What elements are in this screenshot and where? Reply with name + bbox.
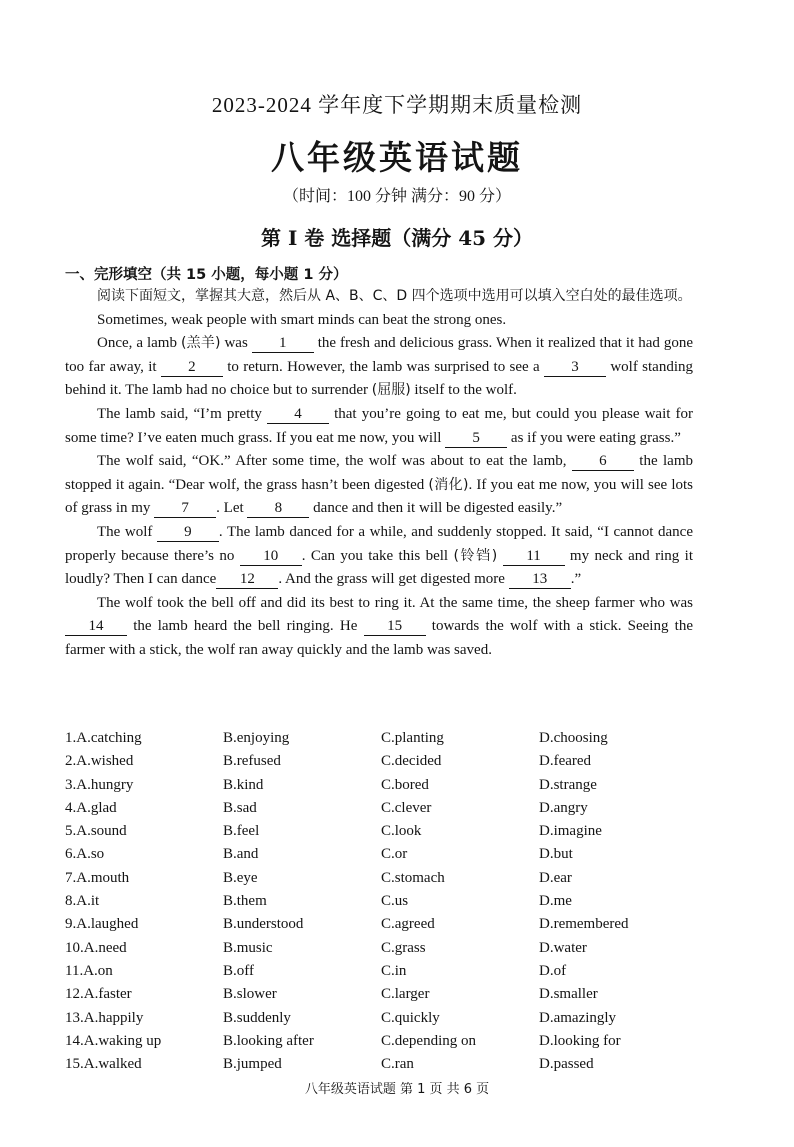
option-c: C.clever [381, 799, 432, 816]
option-b: B.refused [223, 753, 281, 770]
option-a: 9.A.laughed [65, 916, 139, 933]
option-row-6 [65, 843, 705, 866]
passage-paragraph-4: The wolf said, “OK.” After some time, the wolf was about to eat the lamb, 6 the lamb stopped it again. “Dear wolf, the grass hasn’t been digested (消化). If you eat me now, you will see lots of grass in my 7 . Let 8 dance and then it will be digested easily.” [65, 453, 693, 517]
option-a: 10.A.need [65, 939, 127, 956]
blank-10: 10 [240, 547, 302, 566]
blank-6: 6 [572, 452, 634, 471]
option-row-4 [65, 797, 705, 820]
instructions: 阅读下面短文，掌握其大意，然后从 A、B、C、D 四个选项中选用可以填入空白处的最佳选项。 [97, 288, 692, 304]
option-d: D.remembered [539, 916, 629, 933]
option-d: D.smaller [539, 986, 598, 1003]
option-row-7 [65, 867, 705, 890]
option-b: B.them [223, 893, 267, 910]
passage-paragraph-6: The wolf took the bell off and did its best to ring it. At the same time, the sheep farmer who was 14 the lamb heard the bell ringing. He 15 towards the wolf with a stick. Seeing the farmer with a stick, the wolf ran away quickly and the lamb was saved. [65, 594, 693, 658]
option-c: C.look [381, 823, 422, 840]
blank-2: 2 [161, 358, 223, 377]
option-d: D.me [539, 893, 572, 910]
option-c: C.larger [381, 986, 430, 1003]
option-row-3 [65, 774, 705, 797]
exam-title: 2023-2024 学年度下学期期末质量检测 [211, 93, 583, 117]
option-row-15 [65, 1053, 705, 1076]
option-row-12 [65, 983, 705, 1006]
blank-14: 14 [65, 617, 127, 636]
option-b: B.jumped [223, 1056, 282, 1073]
option-d: D.but [539, 846, 573, 863]
option-d: D.amazingly [539, 1009, 617, 1026]
option-row-5 [65, 820, 705, 843]
option-row-8 [65, 890, 705, 913]
option-d: D.angry [539, 799, 588, 816]
time-info: （时间：100 分钟 满分：90 分） [282, 188, 511, 205]
option-c: C.decided [381, 753, 442, 770]
page-footer: 八年级英语试题 第 1 页 共 6 页 [304, 1082, 490, 1097]
option-d: D.of [539, 962, 567, 979]
option-c: C.ran [381, 1056, 414, 1073]
option-row-11 [65, 960, 705, 983]
option-d: D.looking for [539, 1032, 621, 1049]
blank-9: 9 [157, 523, 219, 542]
option-a: 13.A.happily [65, 1009, 144, 1026]
subject-title: 八年级英语试题 [271, 138, 523, 177]
blank-7: 7 [154, 499, 216, 518]
option-b: B.kind [223, 776, 264, 793]
blank-15: 15 [364, 617, 426, 636]
option-a: 5.A.sound [65, 823, 127, 840]
option-b: B.feel [223, 823, 260, 840]
option-a: 15.A.walked [65, 1056, 142, 1073]
option-d: D.imagine [539, 823, 602, 840]
option-a: 3.A.hungry [65, 776, 134, 793]
option-row-9 [65, 913, 705, 936]
option-c: C.or [381, 846, 408, 863]
option-d: D.feared [539, 753, 592, 770]
option-c: C.in [381, 962, 407, 979]
option-a: 12.A.faster [65, 986, 132, 1003]
blank-3: 3 [544, 358, 606, 377]
option-b: B.slower [223, 986, 277, 1003]
option-c: C.us [381, 893, 409, 910]
blank-13: 13 [509, 570, 571, 589]
option-row-14 [65, 1030, 705, 1053]
passage-paragraph-5: The wolf 9 . The lamb danced for a while, and suddenly stopped. It said, “I cannot dance properly because there’s no 10 . Can you take this bell (铃铛) 11 my neck and ring it loudly? Then I can dance 12 . And the grass will get digested more 13 .” [65, 523, 693, 588]
passage-paragraph-3: The lamb said, “I’m pretty 4 that you’re going to eat me, but could you please wait for some time? I’ve eaten much grass. If you eat me now, you will 5 as if you were eating grass.” [65, 405, 693, 446]
answer-options [65, 727, 705, 1076]
passage-paragraph-1: Sometimes, weak people with smart minds can beat the strong ones. [97, 311, 507, 328]
option-row-10 [65, 937, 705, 960]
blank-1: 1 [252, 334, 314, 353]
option-c: C.stomach [381, 869, 445, 886]
option-d: D.choosing [539, 730, 608, 746]
option-c: C.planting [381, 730, 444, 746]
blank-12: 12 [216, 570, 278, 589]
option-a: 7.A.mouth [65, 869, 130, 886]
option-a: 8.A.it [65, 893, 100, 910]
option-row-1 [65, 727, 705, 750]
option-a: 11.A.on [65, 962, 113, 979]
option-row-13 [65, 1007, 705, 1030]
option-row-2 [65, 750, 705, 773]
option-b: B.looking after [223, 1032, 314, 1049]
option-b: B.enjoying [223, 730, 290, 746]
option-b: B.off [223, 962, 254, 979]
option-c: C.grass [381, 939, 426, 956]
option-b: B.sad [223, 799, 257, 816]
option-c: C.bored [381, 776, 429, 793]
option-d: D.ear [539, 869, 572, 886]
option-c: C.agreed [381, 916, 435, 933]
section-heading: 一、完形填空（共 15 小题，每小题 1 分） [65, 267, 348, 283]
option-c: C.depending on [381, 1032, 476, 1049]
option-a: 2.A.wished [65, 753, 134, 770]
option-b: B.and [223, 846, 259, 863]
blank-4: 4 [267, 405, 329, 424]
option-d: D.passed [539, 1056, 594, 1073]
option-a: 4.A.glad [65, 799, 117, 816]
option-a: 6.A.so [65, 846, 105, 863]
option-d: D.water [539, 939, 587, 956]
option-b: B.understood [223, 916, 304, 933]
blank-5: 5 [445, 429, 507, 448]
volume-title: 第 I 卷 选择题（满分 45 分） [260, 226, 533, 250]
option-a: 14.A.waking up [65, 1032, 162, 1049]
cloze-passage [65, 285, 693, 663]
option-b: B.suddenly [223, 1009, 291, 1026]
option-c: C.quickly [381, 1009, 440, 1026]
option-b: B.eye [223, 869, 258, 886]
option-b: B.music [223, 939, 273, 956]
option-d: D.strange [539, 776, 597, 793]
option-a: 1.A.catching [65, 730, 142, 746]
blank-11: 11 [503, 547, 565, 566]
blank-8: 8 [247, 499, 309, 518]
passage-paragraph-2: Once, a lamb (羔羊) was 1 the fresh and delicious grass. When it realized that it had gone too far away, it 2 to return. However, the lamb was surprised to see a 3 wolf standing behind it. The lamb had no choice but to surrender (屈服) itself to the wolf. [65, 335, 694, 399]
